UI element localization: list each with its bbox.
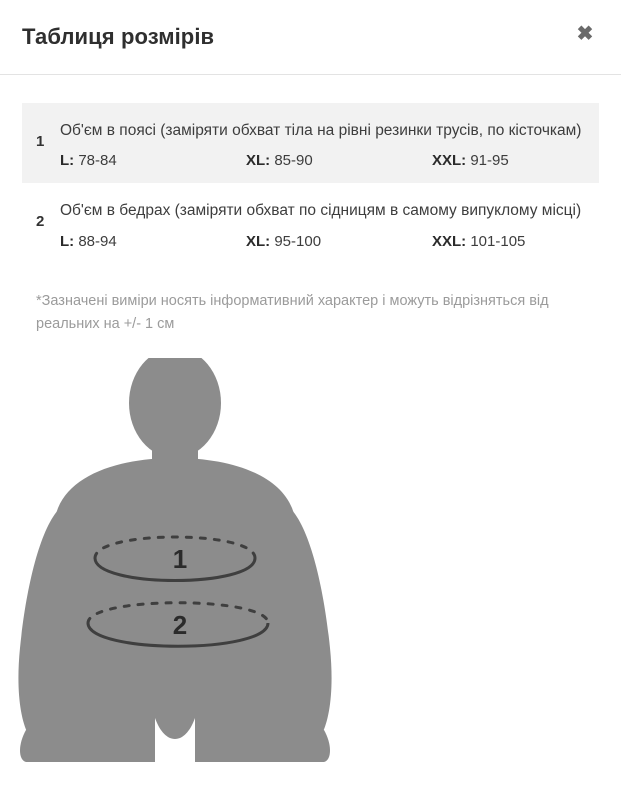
page-title: Таблиця розмірів (22, 24, 215, 49)
measurement-content (60, 199, 585, 249)
marker-label-2: 2 (172, 609, 188, 640)
measurement-number: 2 (36, 213, 45, 231)
size-label-l: L: (60, 152, 75, 170)
measurement-content (60, 119, 585, 169)
size-label-xl: XL: (246, 152, 271, 170)
size-value-xxl: 101-105 (470, 232, 526, 250)
body-diagram (0, 358, 621, 762)
close-icon[interactable]: ✖ (571, 20, 599, 48)
size-label-xxl: XXL: (432, 152, 467, 170)
size-label-xl: XL: (246, 232, 271, 250)
modal-header (0, 0, 621, 75)
measurement-row-1 (22, 103, 599, 183)
measurement-row-2 (22, 183, 599, 263)
size-values (60, 152, 585, 169)
size-value-xxl: 91-95 (470, 152, 509, 170)
measurement-number: 1 (36, 133, 45, 150)
size-value-xl: 85-90 (274, 152, 313, 170)
size-cell-xxl (432, 152, 582, 169)
size-label-l: L: (60, 232, 75, 250)
marker-label-1: 1 (172, 543, 188, 574)
size-value-l: 78-84 (78, 152, 117, 170)
size-value-xl: 95-100 (274, 232, 322, 250)
disclaimer-note: *Зазначені виміри носять інформативний характер і можуть відрізняться від реальних на +/- 1 см (36, 292, 549, 332)
modal-body (0, 75, 621, 336)
measurement-description: Об'єм в поясі (заміряти обхват тіла на рівні резинки трусів, по кісточкам) (60, 122, 582, 139)
size-cell-xl (246, 152, 432, 169)
measurement-description: Об'єм в бедрах (заміряти обхват по сідницям в самому випуклому місці) (60, 202, 582, 220)
size-cell-l (60, 233, 246, 250)
size-cell-xl (246, 233, 432, 250)
size-cell-xxl (432, 233, 582, 250)
size-label-xxl: XXL: (432, 232, 467, 250)
size-value-l: 88-94 (78, 232, 117, 250)
size-cell-l (60, 152, 246, 169)
size-values (60, 233, 585, 250)
